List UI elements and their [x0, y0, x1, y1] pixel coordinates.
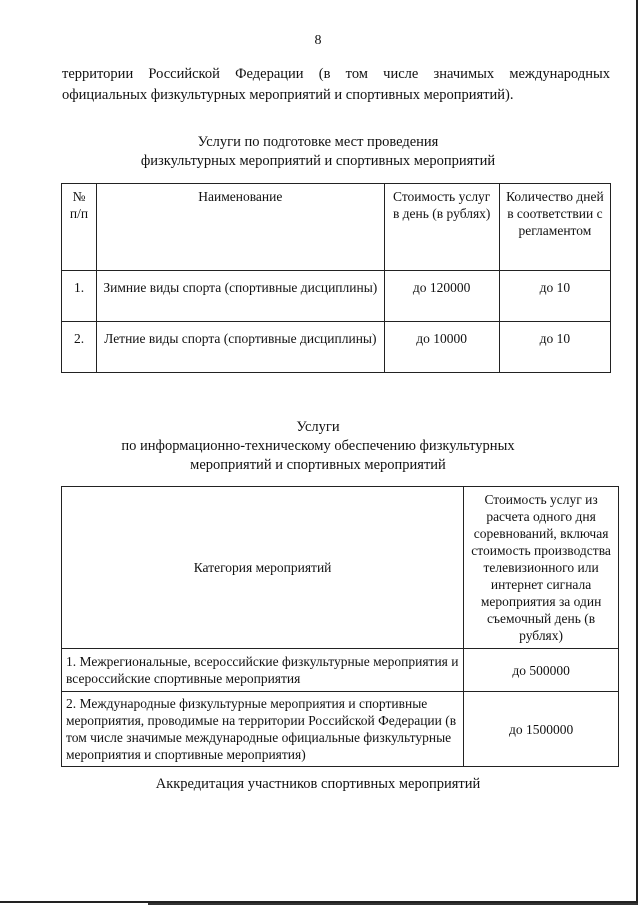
info-tech-services-table — [61, 486, 619, 767]
section1-heading — [0, 133, 636, 171]
header-days: Количество дней в соответствии с регламентом — [499, 184, 610, 271]
section1-heading-line1: Услуги по подготовке мест проведения — [197, 134, 439, 150]
section2-heading-line2: по информационно-техническому обеспечению физкультурных — [121, 438, 515, 454]
row-days: до 10 — [499, 271, 610, 322]
table-row — [62, 692, 619, 767]
header-num: № п/п — [62, 184, 97, 271]
row-num: 1. — [62, 271, 97, 322]
venue-services-table — [61, 183, 611, 373]
section1-heading-line2: физкультурных мероприятий и спортивных мероприятий — [140, 153, 496, 169]
section2-heading — [0, 418, 636, 475]
table-row — [62, 649, 619, 692]
row-category: 2. Международные физкультурные мероприятия и спортивные мероприятия, проводимые на территории Российской Федерации (в том числе значимые международные официальные физкультурные мероприятия и спортивные мероприятия) — [62, 692, 464, 767]
row-days: до 10 — [499, 322, 610, 373]
row-cost: до 500000 — [464, 649, 619, 692]
row-cost: до 120000 — [384, 271, 499, 322]
header-category: Категория мероприятий — [62, 487, 464, 649]
row-cost: до 1500000 — [464, 692, 619, 767]
header-cost: Стоимость услуг из расчета одного дня соревнований, включая стоимость производства телевизионного или интернет сигнала мероприятия за один съемочный день (в рублях) — [464, 487, 619, 649]
page-number: 8 — [314, 33, 322, 48]
table-row — [62, 271, 611, 322]
header-cost: Стоимость услуг в день (в рублях) — [384, 184, 499, 271]
intro-paragraph: территории Российской Федерации (в том числе значимых международных официальных физкультурных мероприятий и спортивных мероприятий). — [62, 66, 610, 103]
table-header-row — [62, 184, 611, 271]
section2-heading-line3: мероприятий и спортивных мероприятий — [190, 457, 446, 473]
section2-heading-line1: Услуги — [296, 419, 340, 435]
row-name: Летние виды спорта (спортивные дисциплины) — [97, 322, 385, 373]
section3-heading: Аккредитация участников спортивных мероприятий — [155, 776, 481, 792]
row-num: 2. — [62, 322, 97, 373]
row-category: 1. Межрегиональные, всероссийские физкультурные мероприятия и всероссийские спортивные мероприятия — [62, 649, 464, 692]
table-row — [62, 322, 611, 373]
row-cost: до 10000 — [384, 322, 499, 373]
table-header-row — [62, 487, 619, 649]
row-name: Зимние виды спорта (спортивные дисциплины) — [97, 271, 385, 322]
header-name: Наименование — [97, 184, 385, 271]
